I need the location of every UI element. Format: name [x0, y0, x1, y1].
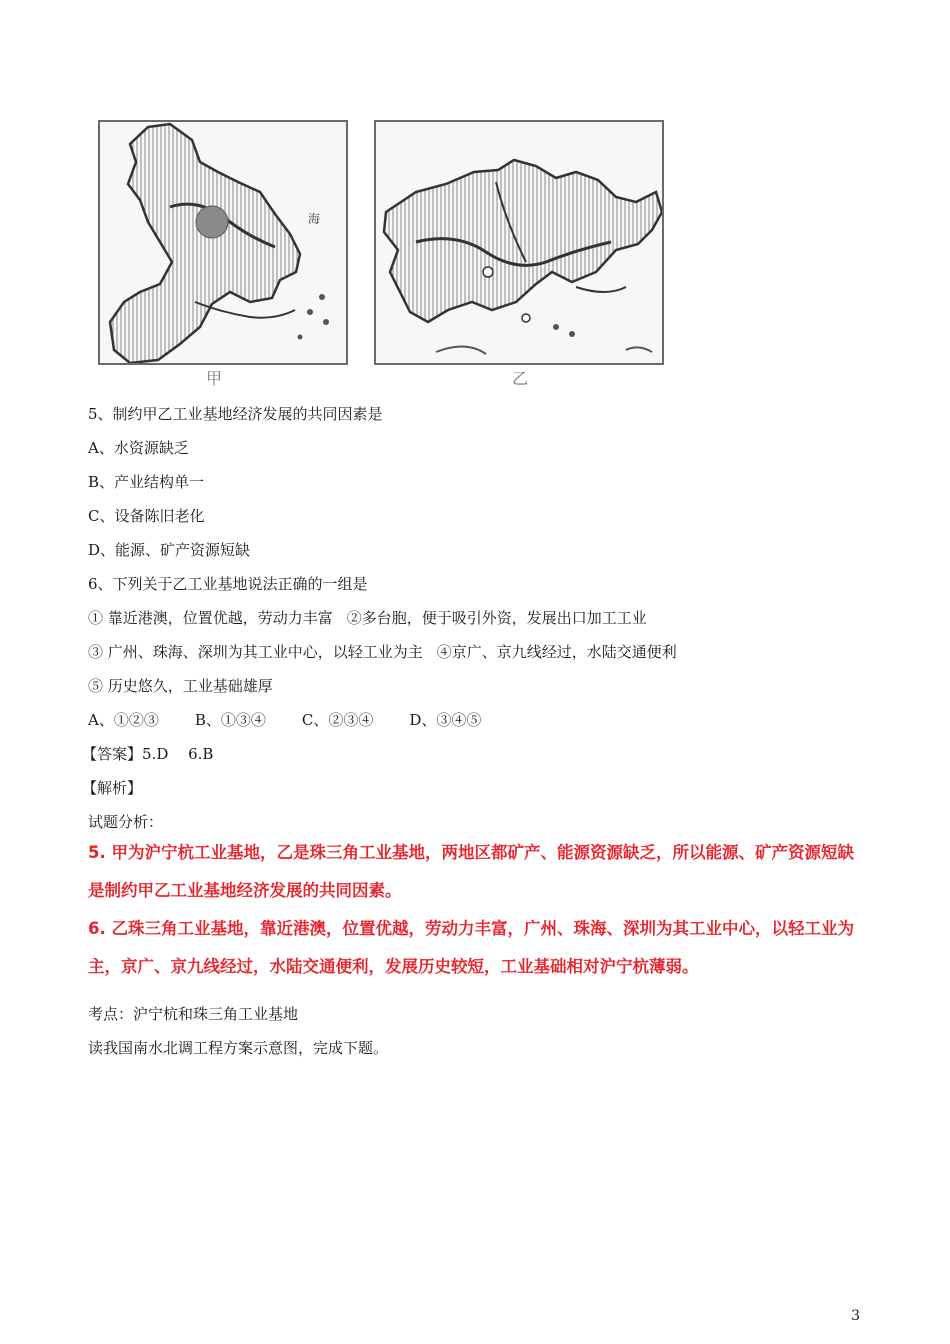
q6-statements-row1	[88, 608, 647, 628]
q6-statement-3: ③ 广州、珠海、深圳为其工业中心，以轻工业为主	[88, 643, 423, 661]
q6-option-b: B、①③④	[194, 711, 266, 729]
q5-stem: 5、制约甲乙工业基地经济发展的共同因素是	[88, 405, 383, 423]
q6-stem: 6、下列关于乙工业基地说法正确的一组是	[88, 575, 368, 593]
q6-statement-4: ④京广、京九线经过，水陆交通便利	[436, 643, 677, 661]
q5-option-d: D、能源、矿产资源短缺	[88, 541, 251, 559]
analysis-label: 【解析】	[82, 779, 143, 797]
map-jia	[98, 120, 348, 365]
map-jia-caption: 甲	[206, 369, 223, 388]
map-yi-caption: 乙	[512, 369, 529, 388]
q5-option-b: B、产业结构单一	[88, 473, 205, 491]
analysis-q5-line2: 是制约甲乙工业基地经济发展的共同因素。	[88, 881, 402, 900]
map-jia-drawing	[100, 122, 346, 363]
map-jia-sea-label: 海	[308, 212, 321, 226]
q6-statements-row2	[88, 642, 677, 662]
q5-option-c: C、设备陈旧老化	[88, 507, 205, 525]
q5-option-a: A、水资源缺乏	[88, 439, 189, 457]
answer-text: 5.D 6.B	[142, 745, 214, 763]
analysis-q6-line1: 6. 乙珠三角工业基地，靠近港澳，位置优越，劳动力丰富，广州、珠海、深圳为其工业中心，以轻工业为	[88, 919, 854, 938]
answer-label: 【答案】	[82, 745, 143, 763]
kaodian: 考点：沪宁杭和珠三角工业基地	[88, 1005, 299, 1023]
next-question-intro: 读我国南水北调工程方案示意图，完成下题。	[88, 1039, 389, 1057]
q6-statement-2: ②多台胞，便于吸引外资，发展出口加工工业	[346, 609, 647, 627]
q6-statement-1: ① 靠近港澳，位置优越，劳动力丰富	[88, 609, 333, 627]
answer-line	[82, 744, 213, 764]
q6-statement-5: ⑤ 历史悠久，工业基础雄厚	[88, 677, 273, 695]
q6-option-a: A、①②③	[88, 711, 159, 729]
page-number: 3	[851, 1308, 860, 1324]
q6-option-d: D、③④⑤	[409, 711, 482, 729]
map-yi-drawing	[376, 122, 662, 363]
map-yi	[374, 120, 664, 365]
analysis-q6-line2: 主，京广、京九线经过，水陆交通便利，发展历史较短，工业基础相对沪宁杭薄弱。	[88, 957, 699, 976]
analysis-intro: 试题分析：	[88, 813, 164, 831]
analysis-q5-line1: 5. 甲为沪宁杭工业基地，乙是珠三角工业基地，两地区都矿产、能源资源缺乏，所以能源、矿产资源短缺	[88, 843, 854, 862]
q6-options	[88, 710, 481, 730]
q6-option-c: C、②③④	[301, 711, 374, 729]
